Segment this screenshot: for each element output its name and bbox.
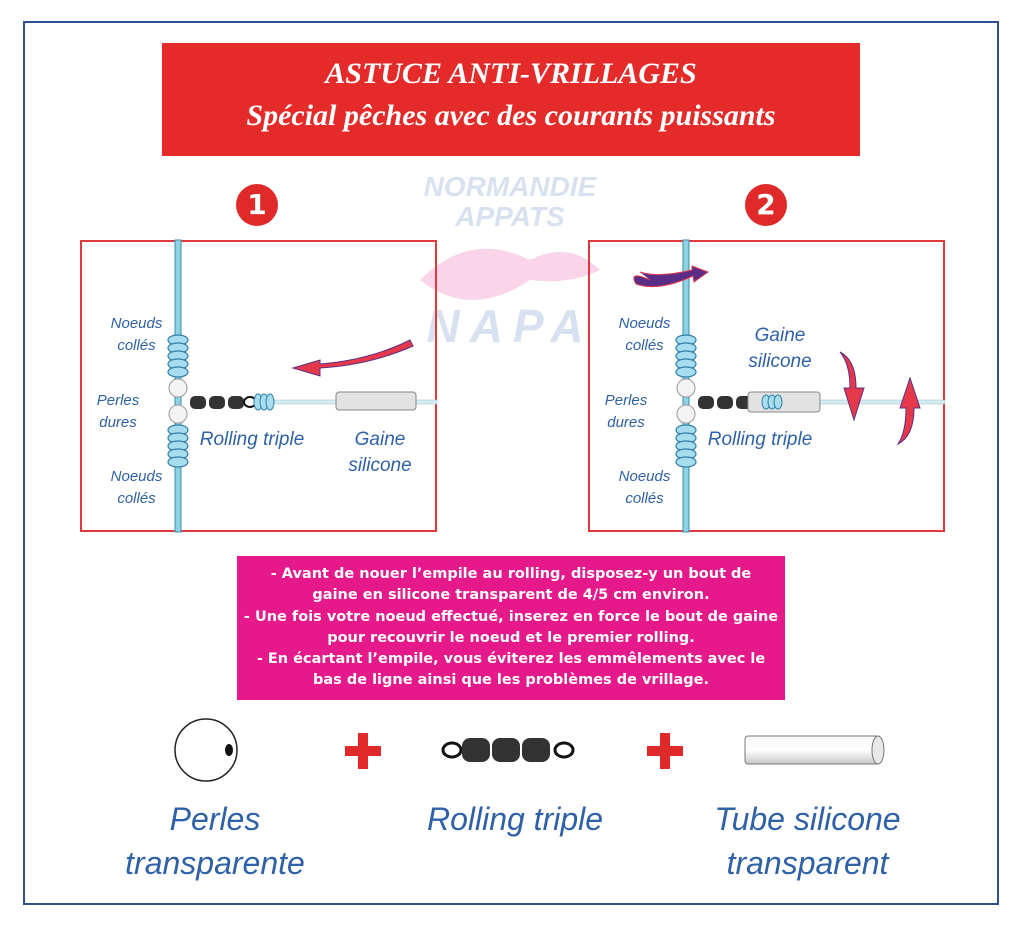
swivel-icon-1	[190, 396, 256, 409]
rotation-arrow-top-icon	[634, 266, 708, 287]
component-label-tube: Tube silicone transparent	[714, 801, 901, 881]
panel1-perles: Perles dures	[96, 392, 140, 431]
silicone-sleeve-icon-1	[336, 392, 416, 410]
instruction-line: - En écartant l’empile, vous éviterez les emmêlements avec le	[256, 651, 766, 668]
watermark-fish-icon	[420, 249, 600, 300]
step-2-number: 2	[745, 184, 787, 226]
bead-top-icon	[169, 379, 187, 397]
instructions-box	[237, 556, 785, 700]
title-line-1: ASTUCE ANTI-VRILLAGES	[325, 57, 697, 90]
panel2-perles: Perles dures	[604, 392, 648, 431]
swivel-icon-2	[698, 396, 752, 409]
component-label-beads: Perles transparente	[125, 801, 305, 881]
instruction-line: - Une fois votre noeud effectué, inserez en force le bout de gaine	[243, 608, 779, 625]
leader-knot-icon	[254, 394, 274, 410]
plus-icon-2	[647, 733, 683, 769]
watermark-line-2: APPATS	[455, 201, 565, 232]
panel2-noeuds-bottom: Noeuds collés	[618, 468, 671, 507]
arrow-left-icon	[293, 340, 413, 376]
panel1-rolling-label: Rolling triple	[199, 429, 305, 450]
watermark-line-3: NAPA	[426, 300, 594, 352]
rotation-arrow-down-icon	[840, 352, 864, 420]
instruction-line: gaine en silicone transparent de 4/5 cm environ.	[312, 587, 710, 604]
knot-top-icon	[168, 335, 188, 377]
title-banner	[162, 43, 860, 156]
step-1-number: 1	[236, 184, 278, 226]
component-label-swivel: Rolling triple	[426, 801, 604, 837]
rotation-arrow-up-icon	[898, 378, 920, 444]
panel1-noeuds-top: Noeuds collés	[110, 315, 163, 354]
knot-bottom-icon	[168, 425, 188, 467]
panel1-noeuds-bottom: Noeuds collés	[110, 468, 163, 507]
bead-bottom-icon	[169, 405, 187, 423]
panel2-rolling-label: Rolling triple	[707, 429, 813, 450]
panel2-gaine-label: Gaine silicone	[748, 325, 812, 372]
triple-swivel-icon	[440, 734, 580, 766]
watermark-line-1: NORMANDIE	[423, 171, 597, 202]
title-line-2: Spécial pêches avec des courants puissants	[246, 99, 776, 132]
silicone-sleeve-icon-2	[748, 392, 820, 412]
panel2-noeuds-top: Noeuds collés	[618, 315, 671, 354]
plus-icon-1	[345, 733, 381, 769]
panel1-gaine-label: Gaine silicone	[348, 429, 412, 476]
instruction-line: - Avant de nouer l’empile au rolling, disposez-y un bout de	[270, 566, 752, 582]
bead-icon	[173, 717, 239, 783]
silicone-tube-icon	[744, 735, 888, 765]
instruction-line: pour recouvrir le noeud et le premier rolling.	[327, 629, 695, 646]
instruction-line: bas de ligne ainsi que les problèmes de vrillage.	[312, 672, 709, 689]
